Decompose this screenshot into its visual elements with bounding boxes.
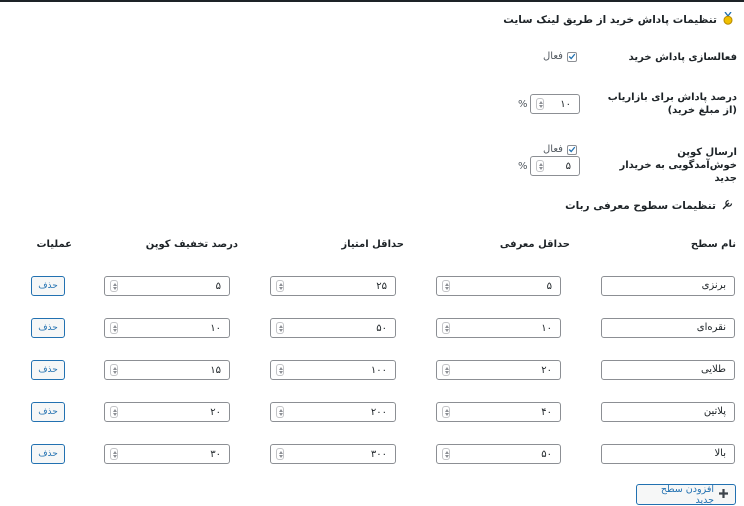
welcome-coupon-option[interactable] bbox=[543, 144, 577, 155]
spinner-icon[interactable] bbox=[110, 280, 118, 292]
min-referrals-value: ۵۰ bbox=[541, 448, 552, 460]
enable-reward-checkbox[interactable] bbox=[567, 52, 577, 62]
spinner-icon[interactable] bbox=[442, 322, 450, 334]
table-row bbox=[0, 360, 744, 380]
min-points-input[interactable] bbox=[270, 318, 396, 338]
spinner-icon[interactable] bbox=[110, 406, 118, 418]
spinner-icon[interactable] bbox=[536, 98, 544, 110]
min-referrals-input[interactable] bbox=[436, 360, 561, 380]
spinner-icon[interactable] bbox=[442, 280, 450, 292]
discount-value: ۲۰ bbox=[210, 406, 221, 418]
min-points-input[interactable] bbox=[270, 276, 396, 296]
levels-title-text: تنظیمات سطوح معرفی ربات bbox=[565, 200, 716, 212]
table-row bbox=[0, 444, 744, 464]
min-points-input[interactable] bbox=[270, 402, 396, 422]
discount-value: ۵ bbox=[215, 280, 221, 292]
reward-title-text: تنظیمات پاداش خرید از طریق لینک سایت bbox=[503, 14, 717, 26]
spinner-icon[interactable] bbox=[276, 406, 284, 418]
plus-icon bbox=[718, 488, 729, 502]
spinner-icon[interactable] bbox=[110, 322, 118, 334]
wrench-icon bbox=[721, 198, 734, 214]
check-icon bbox=[568, 145, 576, 154]
min-points-value: ۵۰ bbox=[376, 322, 387, 334]
welcome-coupon-input[interactable] bbox=[530, 156, 580, 176]
medal-icon bbox=[722, 12, 734, 28]
table-row bbox=[0, 402, 744, 422]
min-points-value: ۲۵ bbox=[376, 280, 387, 292]
levels-section-title bbox=[565, 198, 734, 214]
spinner-icon[interactable] bbox=[276, 448, 284, 460]
discount-input[interactable] bbox=[104, 276, 230, 296]
discount-input[interactable] bbox=[104, 318, 230, 338]
spinner-icon[interactable] bbox=[276, 280, 284, 292]
discount-value: ۱۵ bbox=[210, 364, 221, 376]
spinner-icon[interactable] bbox=[536, 160, 544, 172]
table-row bbox=[0, 318, 744, 338]
delete-button[interactable]: حذف bbox=[31, 402, 65, 422]
level-name-input[interactable]: نقره‌ای bbox=[601, 318, 735, 338]
min-referrals-input[interactable] bbox=[436, 276, 561, 296]
welcome-coupon-value: ۵ bbox=[565, 160, 571, 172]
reward-percent-label: درصد پاداش برای بازاریاب (از مبلغ خرید) bbox=[607, 92, 737, 116]
col-header-min-referrals: حداقل معرفی bbox=[499, 239, 570, 250]
reward-section-title bbox=[503, 12, 734, 28]
enable-reward-label: فعالسازی پاداش خرید bbox=[628, 52, 737, 63]
min-referrals-input[interactable] bbox=[436, 402, 561, 422]
spinner-icon[interactable] bbox=[276, 322, 284, 334]
welcome-coupon-checkbox[interactable] bbox=[567, 145, 577, 155]
col-header-min-points: حداقل امتیاز bbox=[341, 239, 404, 250]
spinner-icon[interactable] bbox=[442, 364, 450, 376]
min-points-value: ۲۰۰ bbox=[370, 406, 387, 418]
delete-button[interactable]: حذف bbox=[31, 444, 65, 464]
reward-percent-input[interactable] bbox=[530, 94, 580, 114]
delete-button[interactable]: حذف bbox=[31, 276, 65, 296]
spinner-icon[interactable] bbox=[442, 448, 450, 460]
level-name-input[interactable]: پلاتین bbox=[601, 402, 735, 422]
table-row bbox=[0, 276, 744, 296]
col-header-discount: درصد تخفیف کوپن bbox=[145, 239, 238, 250]
min-referrals-value: ۴۰ bbox=[541, 406, 552, 418]
min-referrals-input[interactable] bbox=[436, 318, 561, 338]
delete-button[interactable]: حذف bbox=[31, 318, 65, 338]
min-referrals-value: ۱۰ bbox=[541, 322, 552, 334]
col-header-actions: عملیات bbox=[36, 239, 72, 250]
discount-input[interactable] bbox=[104, 444, 230, 464]
delete-button[interactable]: حذف bbox=[31, 360, 65, 380]
min-points-input[interactable] bbox=[270, 360, 396, 380]
welcome-coupon-unit: % bbox=[518, 161, 528, 172]
check-icon bbox=[568, 52, 576, 61]
col-header-name: نام سطح bbox=[690, 239, 736, 250]
enable-reward-checkbox-label: فعال bbox=[543, 51, 563, 62]
discount-value: ۱۰ bbox=[210, 322, 221, 334]
reward-percent-unit: % bbox=[518, 99, 528, 110]
level-name-input[interactable]: طلایی bbox=[601, 360, 735, 380]
spinner-icon[interactable] bbox=[110, 364, 118, 376]
enable-reward-option[interactable] bbox=[543, 51, 577, 62]
min-referrals-value: ۵ bbox=[546, 280, 552, 292]
min-points-input[interactable] bbox=[270, 444, 396, 464]
add-level-button[interactable] bbox=[636, 484, 736, 505]
welcome-coupon-label: ارسال کوپن خوش‌آمدگویی به خریدار جدید bbox=[619, 147, 737, 184]
level-name-input[interactable]: برنزی bbox=[601, 276, 735, 296]
discount-value: ۳۰ bbox=[210, 448, 221, 460]
discount-input[interactable] bbox=[104, 402, 230, 422]
spinner-icon[interactable] bbox=[110, 448, 118, 460]
level-name-input[interactable]: بالا bbox=[601, 444, 735, 464]
spinner-icon[interactable] bbox=[276, 364, 284, 376]
min-points-value: ۳۰۰ bbox=[370, 448, 387, 460]
reward-percent-value: ۱۰ bbox=[560, 98, 571, 110]
min-referrals-value: ۲۰ bbox=[541, 364, 552, 376]
welcome-coupon-checkbox-label: فعال bbox=[543, 144, 563, 155]
discount-input[interactable] bbox=[104, 360, 230, 380]
add-level-label: افزودن سطح جدید bbox=[660, 483, 714, 506]
min-points-value: ۱۰۰ bbox=[370, 364, 387, 376]
min-referrals-input[interactable] bbox=[436, 444, 561, 464]
spinner-icon[interactable] bbox=[442, 406, 450, 418]
